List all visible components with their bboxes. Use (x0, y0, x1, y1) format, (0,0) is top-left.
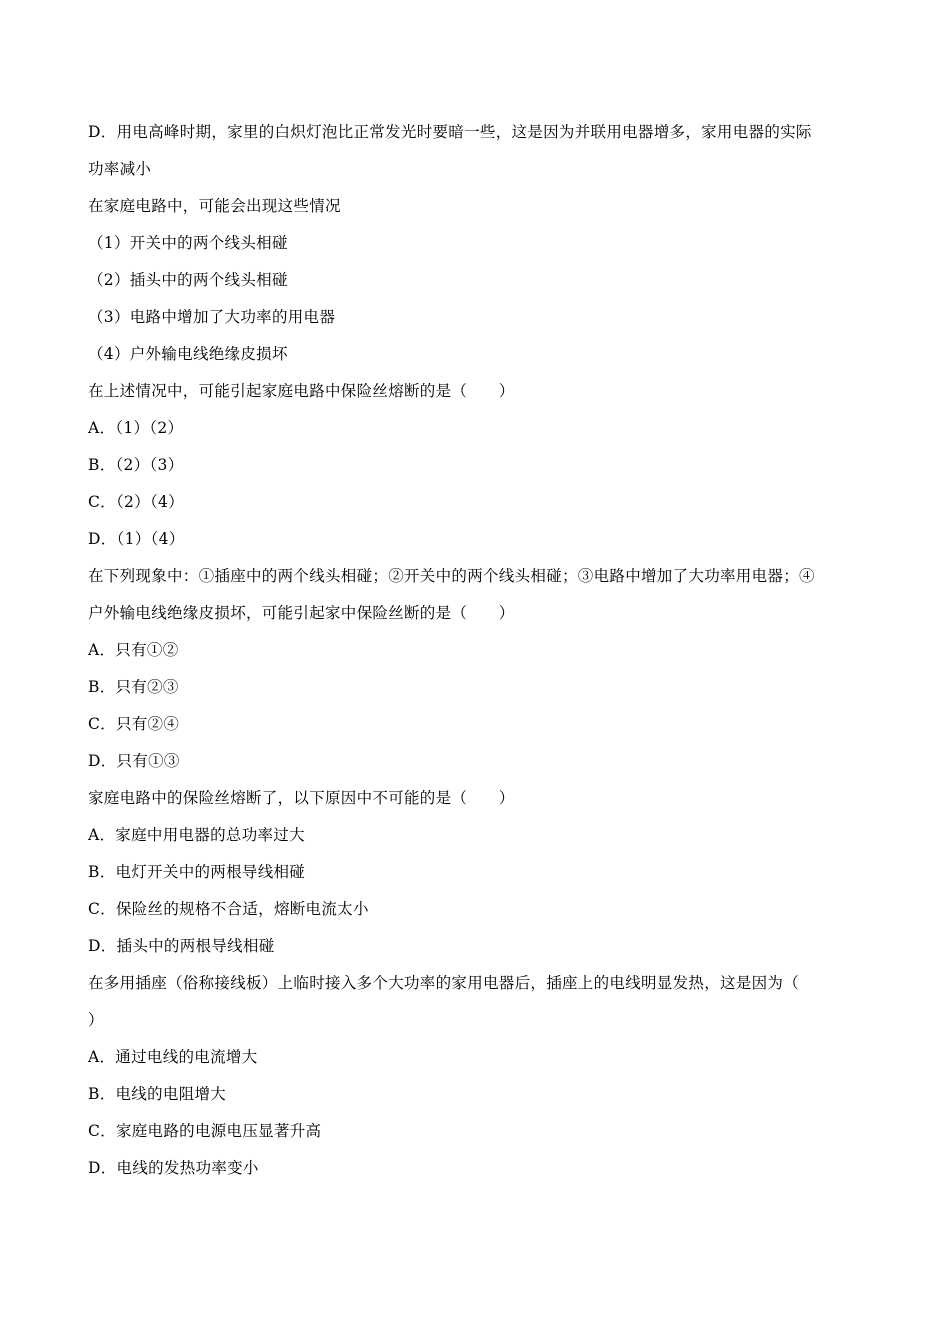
question-3-option-b: B．只有②③ (88, 678, 179, 696)
question-2-case-3: （3）电路中增加了大功率的用电器 (88, 308, 336, 326)
question-5-option-b: B．电线的电阻增大 (88, 1085, 227, 1103)
question-3-stem-line-2: 户外输电线绝缘皮损坏，可能引起家中保险丝断的是（ ） (88, 604, 515, 622)
question-2-prompt: 在上述情况中，可能引起家庭电路中保险丝熔断的是（ ） (88, 382, 515, 400)
option-d-line-2: 功率减小 (88, 160, 152, 178)
question-4-option-c: C．保险丝的规格不合适，熔断电流太小 (88, 900, 369, 918)
question-2-option-c: C．（2）（4） (88, 493, 184, 511)
question-2-option-b: B．（2）（3） (88, 456, 184, 474)
question-2-case-4: （4）户外输电线绝缘皮损坏 (88, 345, 288, 363)
question-4-option-b: B．电灯开关中的两根导线相碰 (88, 863, 306, 881)
question-5-option-d: D．电线的发热功率变小 (88, 1159, 259, 1177)
question-4-option-a: A．家庭中用电器的总功率过大 (88, 826, 305, 844)
question-2-option-a: A．（1）（2） (88, 419, 184, 437)
question-2-stem: 在家庭电路中，可能会出现这些情况 (88, 197, 341, 215)
question-2-case-1: （1）开关中的两个线头相碰 (88, 234, 288, 252)
question-5-option-c: C．家庭电路的电源电压显著升高 (88, 1122, 322, 1140)
question-2-case-2: （2）插头中的两个线头相碰 (88, 271, 288, 289)
question-3-option-a: A．只有①② (88, 641, 179, 659)
question-5-stem-line-2: ） (88, 1011, 104, 1029)
option-d-line-1: D．用电高峰时期，家里的白炽灯泡比正常发光时要暗一些，这是因为并联用电器增多，家用电器的实际 (88, 123, 812, 141)
question-3-option-d: D．只有①③ (88, 752, 180, 770)
question-5-stem-line-1: 在多用插座（俗称接线板）上临时接入多个大功率的家用电器后，插座上的电线明显发热，这是因为（ (88, 974, 800, 992)
question-2-option-d: D．（1）（4） (88, 530, 185, 548)
question-4-stem: 家庭电路中的保险丝熔断了，以下原因中不可能的是（ ） (88, 789, 515, 807)
question-3-option-c: C．只有②④ (88, 715, 180, 733)
question-4-option-d: D．插头中的两根导线相碰 (88, 937, 275, 955)
document-page (88, 114, 868, 1187)
question-3-stem-line-1: 在下列现象中：①插座中的两个线头相碰；②开关中的两个线头相碰；③电路中增加了大功率用电器；④ (88, 567, 815, 585)
question-5-option-a: A．通过电线的电流增大 (88, 1048, 258, 1066)
